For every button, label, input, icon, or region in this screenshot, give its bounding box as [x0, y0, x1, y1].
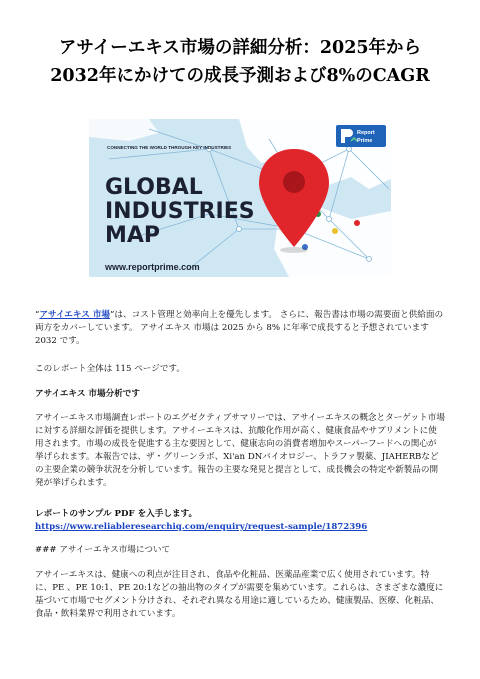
hero-banner-image [89, 119, 391, 277]
world-map-illustration [89, 119, 391, 277]
open-quote: “ [35, 310, 40, 320]
sample-label: レポートのサンプル PDF を入手します。 [35, 509, 198, 519]
report-prime-logo [336, 125, 386, 147]
hero-heading-line-2: INDUSTRIES [105, 199, 255, 224]
svg-text:Prime: Prime [357, 138, 373, 144]
title-line-1: アサイーエキス市場の詳細分析：2025年から [58, 38, 422, 58]
pages-note: このレポート全体は 115 ページです。 [35, 364, 185, 374]
title-line-2: 2032年にかけての成長予測および8%のCAGR [50, 66, 430, 86]
hero-url: www.reportprime.com [105, 262, 200, 272]
sample-request [35, 508, 445, 534]
svg-text:Report: Report [357, 130, 375, 136]
intro-paragraph [35, 309, 445, 348]
sample-link[interactable]: https://www.reliableresearchiq.com/enquiry/request-sample/1872396 [35, 522, 368, 532]
hero-heading-line-1: GLOBAL [105, 175, 203, 200]
document-title [28, 34, 452, 90]
analysis-paragraph: アサイーエキス市場調査レポートのエグゼクティブサマリーでは、アサイーエキスの概念とターゲット市場に対する詳細な評価を提供します。アサイーエキスは、抗酸化作用が高く、健康食品やサプリメントに使用されます。市場の成長を促進する主な要因として、健康志向の消費者増加やスーパーフードへの関心が挙げられます。本報告では、ザ・グリーンラボ、Xi'an DNバイオロジー、トラファ製薬、JIAHERBなどの主要企業の競争状況を分析しています。報告の主要な発見と提言として、成長機会の特定や新製品の開発が挙げられます。 [35, 413, 445, 488]
analysis-heading: アサイエキス 市場分析です [35, 389, 140, 399]
hero-heading-line-3: MAP [105, 223, 161, 248]
hero-tagline: CONNECTING THE WORLD THROUGH KEY INDUSTRIES [107, 145, 232, 150]
intro-text: ”は、コスト管理と効率向上を優先します。 さらに、報告書は市場の需要面と供給面の両方をカバーしています。 アサイエキス 市場は 2025 から 8% に年率で成長すると予想されています2032 です。 [35, 310, 444, 346]
about-paragraph: アサイーエキスは、健康への利点が注目され、食品や化粧品、医薬品産業で広く使用されています。特に、PE 、PE 10:1、PE 20:1などの抽出物のタイプが需要を集めています。これらは、さまざまな濃度に基づいて市場でセグメント分けされ、それぞれ異なる用途に適しているため、健康製品、医療、化粧品、食品・飲料業界で利用されています。 [35, 570, 444, 619]
about-heading: ### アサイーエキス市場について [35, 545, 171, 555]
market-link[interactable]: アサイエキス 市場 [39, 310, 111, 320]
